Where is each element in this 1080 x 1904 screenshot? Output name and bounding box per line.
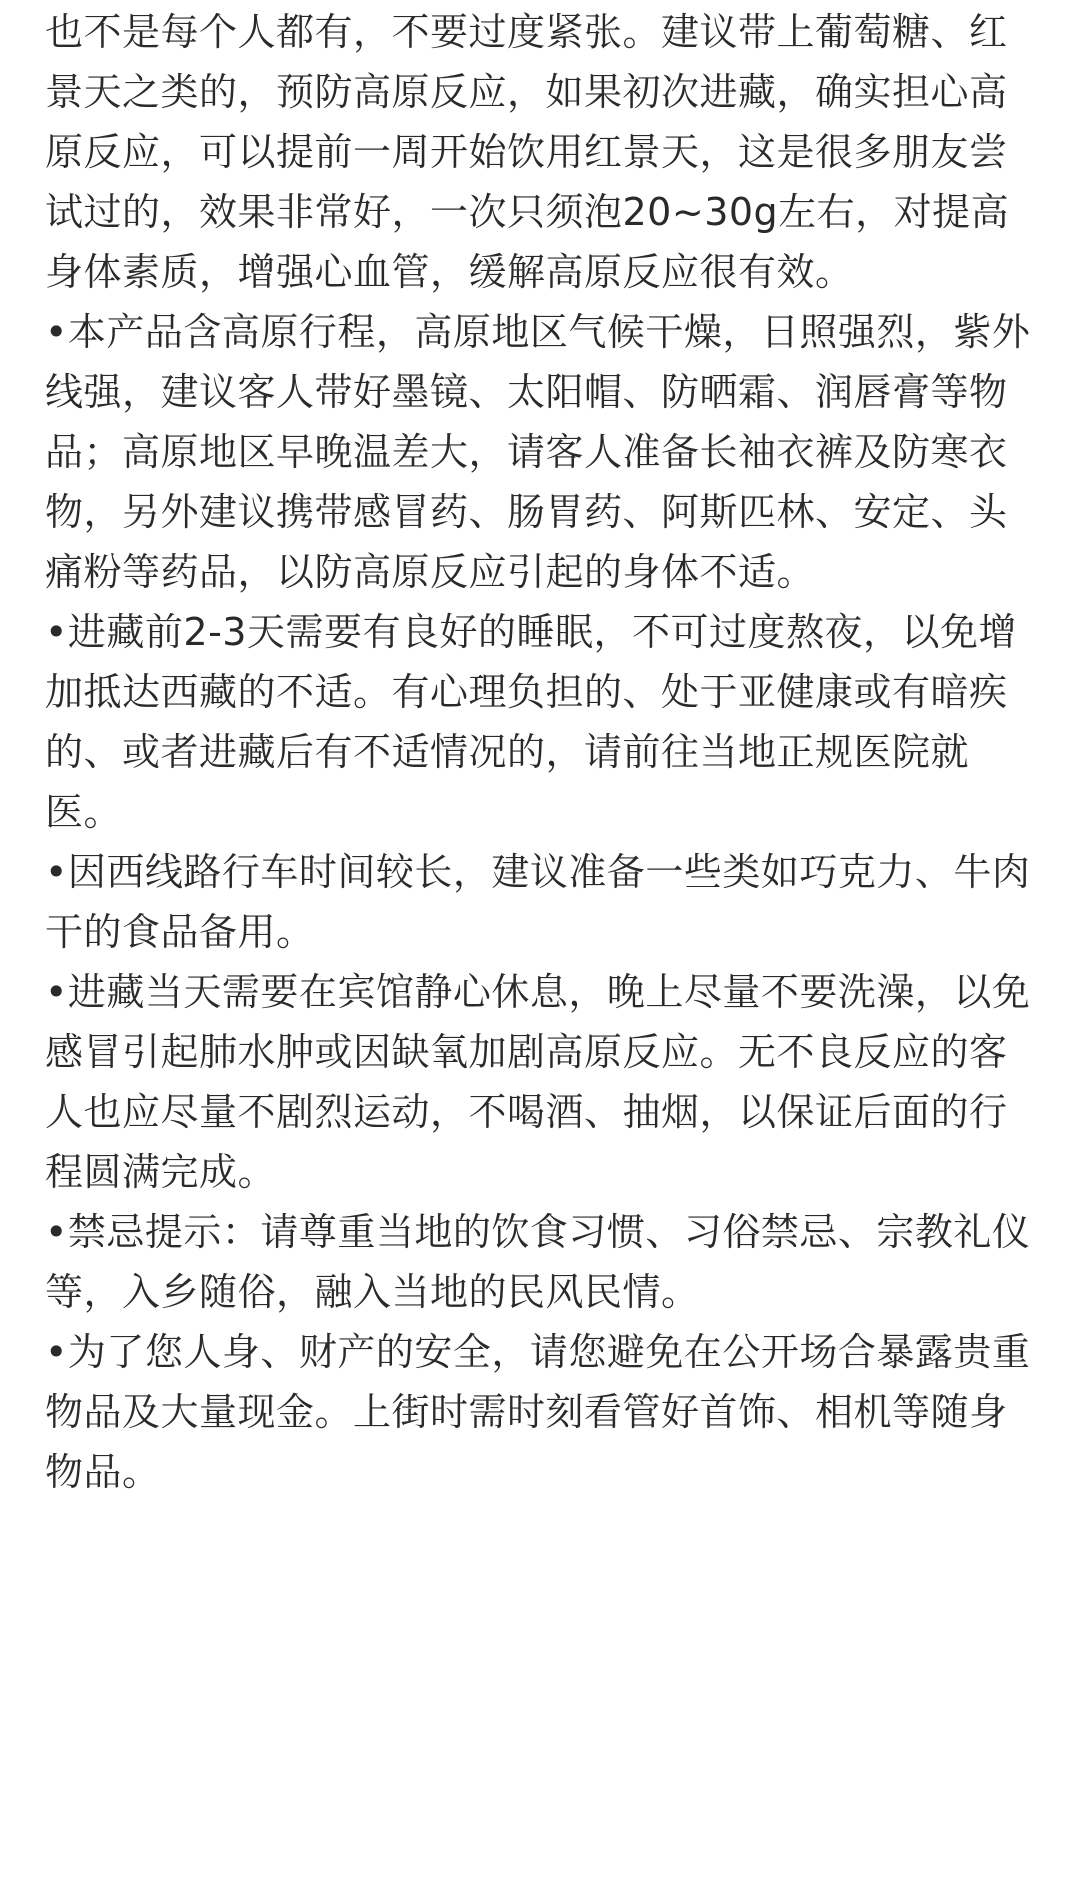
paragraph-safety-tips: •为了您人身、财产的安全，请您避免在公开场合暴露贵重物品及大量现金。上街时需时刻看管好首饰、相机等随身物品。 <box>45 1330 1031 1494</box>
paragraph-sleep-advice: •进藏前2-3天需要有良好的睡眠，不可过度熬夜，以免增加抵达西藏的不适。有心理负担的、处于亚健康或有暗疾的、或者进藏后有不适情况的，请前往当地正规医院就医。 <box>45 610 1017 834</box>
paragraph-plateau-supplies: •本产品含高原行程，高原地区气候干燥，日照强烈，紫外线强，建议客人带好墨镜、太阳帽、防晒霜、润唇膏等物品；高原地区早晚温差大，请客人准备长袖衣裤及防寒衣物，另外建议携带感冒药、肠胃药、阿斯匹林、安定、头痛粉等药品，以防高原反应引起的身体不适。 <box>45 310 1031 594</box>
paragraph-food-advice: •因西线路行车时间较长，建议准备一些类如巧克力、牛肉干的食品备用。 <box>45 850 1031 954</box>
travel-notes-body <box>45 2 1035 1502</box>
paragraph-altitude-sickness-prep: 也不是每个人都有，不要过度紧张。建议带上葡萄糖、红景天之类的，预防高原反应，如果初次进藏，确实担心高原反应，可以提前一周开始饮用红景天，这是很多朋友尝试过的，效果非常好，一次只须泡20~30g左右，对提高身体素质，增强心血管，缓解高原反应很有效。 <box>45 10 1010 294</box>
paragraph-taboo-tips: •禁忌提示：请尊重当地的饮食习惯、习俗禁忌、宗教礼仪等，入乡随俗，融入当地的民风民情。 <box>45 1210 1031 1314</box>
paragraph-arrival-rest: •进藏当天需要在宾馆静心休息，晚上尽量不要洗澡，以免感冒引起肺水肿或因缺氧加剧高原反应。无不良反应的客人也应尽量不剧烈运动，不喝酒、抽烟，以保证后面的行程圆满完成。 <box>45 970 1031 1194</box>
